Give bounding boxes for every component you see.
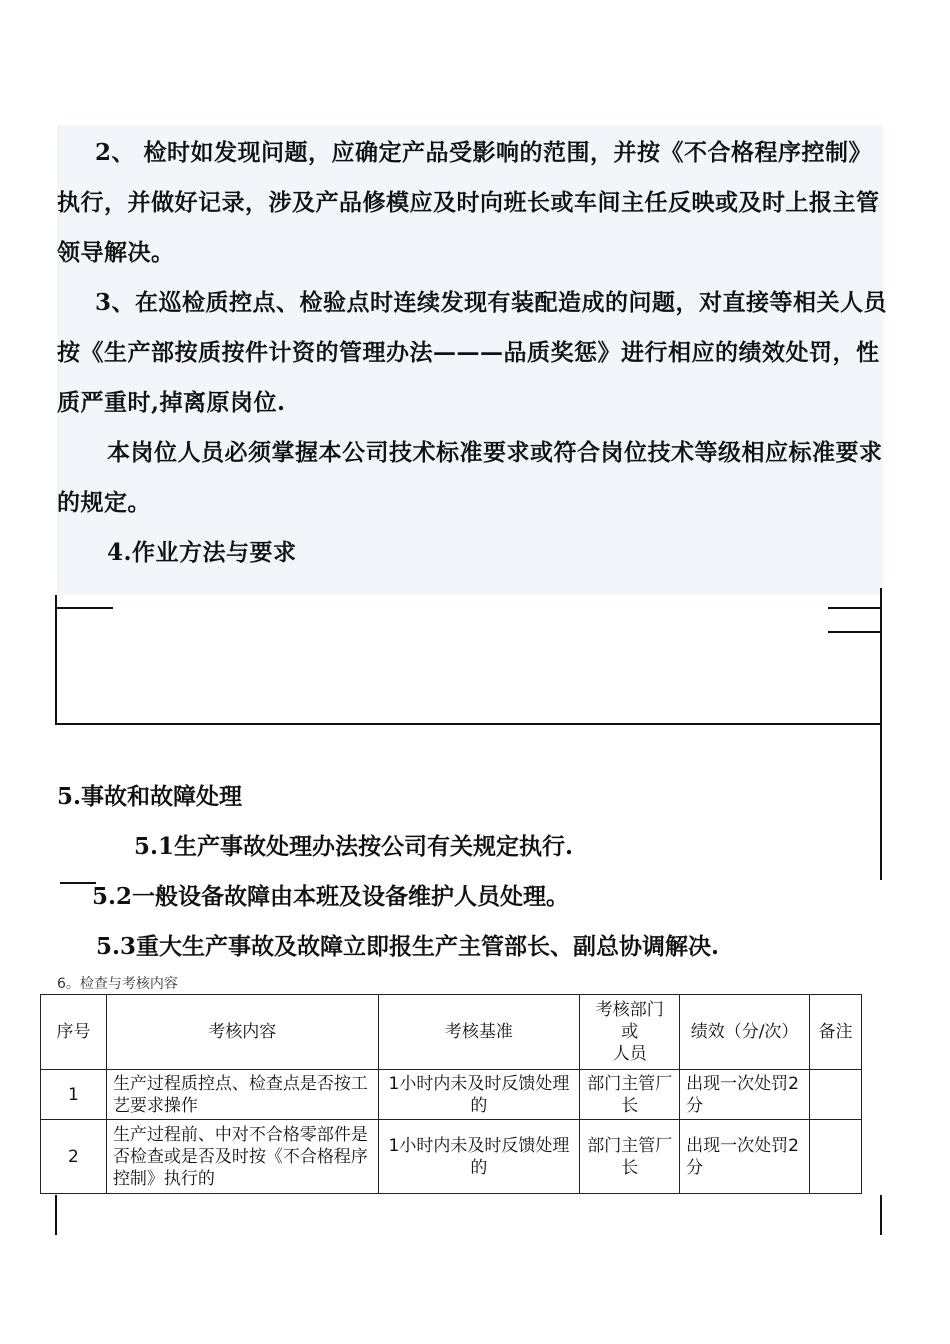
section-4-heading: 4.作业方法与要求 [107,539,297,566]
header-dept-line-1: 考核部门 [595,1000,664,1020]
cell-remark [810,1120,862,1194]
paragraph-inspection-issues: 2、 检时如发现问题，应确定产品受影响的范围，并按《不合格程序控制》执行，并做好记录，涉及产品修模应及时向班长或车间主任反映或及时上报主管领导解决。 [57,139,880,266]
assessment-table [40,994,862,1194]
header-dept-line-2: 或 [621,1022,639,1042]
cell-content: 生产过程质控点、检查点是否按工艺要求操作 [106,1070,378,1120]
section-5-item-3: 5.3重大生产事故及故障立即报生产主管部长、副总协调解决. [96,933,720,960]
cell-remark [810,1070,862,1120]
paragraph-assembly-issues: 3、在巡检质控点、检验点时连续发现有装配造成的问题，对直接等相关人员按《生产部按质按件计资的管理办法———品质奖惩》进行相应的绩效处罚，性质严重时,掉离原岗位. [57,289,888,416]
header-content: 考核内容 [106,995,378,1070]
frame-line [828,607,882,609]
frame-line [880,688,882,880]
table-header-row [41,995,862,1070]
cell-dept: 部门主管厂长 [580,1070,680,1120]
frame-line [880,1195,882,1235]
header-remark: 备注 [810,995,862,1070]
frame-line [55,595,57,725]
cell-basis: 1小时内未及时反馈处理的 [378,1070,580,1120]
header-dept-line-3: 人员 [612,1044,647,1064]
frame-line [57,607,113,609]
cell-no: 2 [41,1120,107,1194]
header-dept [580,995,680,1070]
section-5-item-2: 5.2一般设备故障由本班及设备维护人员处理。 [92,883,570,910]
cell-score: 出现一次处罚2分 [680,1070,810,1120]
frame-line [55,1195,57,1235]
cell-content: 生产过程前、中对不合格零部件是否检查或是否及时按《不合格程序控制》执行的 [106,1120,378,1194]
section-5-heading: 5.事故和故障处理 [57,783,243,810]
table-row [41,1120,862,1194]
header-no: 序号 [41,995,107,1070]
frame-line [60,882,96,884]
frame-line [828,631,882,633]
table-row [41,1070,862,1120]
cell-basis: 1小时内未及时反馈处理的 [378,1120,580,1194]
paragraph-technical-standard: 本岗位人员必须掌握本公司技术标准要求或符合岗位技术等级相应标准要求的规定。 [57,439,883,516]
cell-dept: 部门主管厂长 [580,1120,680,1194]
header-score: 绩效（分/次） [680,995,810,1070]
cell-no: 1 [41,1070,107,1120]
section-6-caption: 6。检查与考核内容 [57,976,178,992]
section-5-item-1: 5.1生产事故处理办法按公司有关规定执行. [134,833,574,860]
header-basis: 考核基准 [378,995,580,1070]
cell-score: 出现一次处罚2分 [680,1120,810,1194]
frame-line [57,723,881,725]
